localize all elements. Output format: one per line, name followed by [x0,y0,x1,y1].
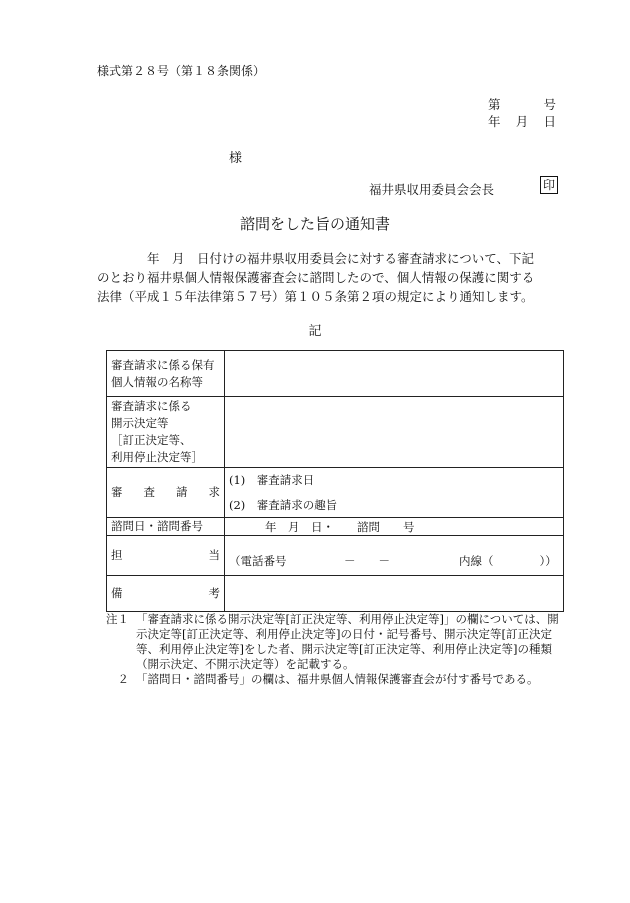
label-char: 備 [111,586,123,600]
body-line: のとおり福井県個人情報保護審査会に諮問したので、個人情報の保護に関する [97,270,535,285]
inquiry-date-value: 年 月 日・ 諮問 号 [265,519,415,534]
notes [106,612,568,687]
issuer: 福井県収用委員会会長 [369,182,495,197]
label-char: 審 [111,485,123,499]
table-row [107,536,564,576]
row-value-decision [225,397,564,468]
label-line: 審査請求に係る [111,399,192,413]
label-line: 審査請求に係る保有 [111,357,215,372]
form-number: 様式第２８号（第１８条関係） [97,64,266,78]
body-line: 法律（平成１５年法律第５７号）第１０５条第２項の規定により通知します。 [97,289,534,304]
doc-number-dai: 第 [488,97,501,112]
contact-phone: （電話番号 － － 内線（ ）） [229,553,557,568]
label-line: ［訂正決定等、 [111,433,192,447]
note-label: 注１ [106,612,129,626]
label-char: 求 [208,485,220,499]
note-item [106,672,568,687]
note-item [106,612,568,672]
addressee: 様 [229,151,243,166]
note-text: 「諮問日・諮問番号」の欄は、福井県個人情報保護審査会が付す番号である。 [136,672,539,686]
seal-mark: 印 [540,176,558,194]
date-year: 年 [488,114,501,129]
body-line: 年 月 日付けの福井県収用委員会に対する審査請求について、下記 [97,251,535,266]
label-char: 査 [143,485,155,499]
document-number [488,95,556,113]
row-value-inquiry-date [225,518,564,536]
row-label-contact [107,536,225,576]
table-row [107,397,564,468]
table-row [107,518,564,536]
document-title: 諮問をした旨の通知書 [239,215,390,233]
row-label-request [107,468,225,518]
doc-number-go: 号 [543,97,556,112]
note-label: ２ [106,672,129,686]
table-row [107,576,564,612]
row-value-records [225,351,564,397]
document-date [488,112,556,130]
request-item: (1) 審査請求日 [229,473,315,487]
label-line [111,585,220,602]
date-day: 日 [543,114,556,129]
label-char: 担 [111,548,123,562]
label-char: 当 [208,548,220,562]
row-value-request [225,468,564,518]
label-line: 利用停止決定等］ [111,450,203,464]
row-label-decision [107,397,225,468]
row-label-records [107,351,225,397]
table-row [107,468,564,518]
date-month: 月 [515,114,529,129]
row-value-contact [225,536,564,576]
label-char: 請 [176,485,188,499]
row-label-inquiry-date [107,518,225,536]
body-text [97,249,567,306]
record-heading: 記 [308,324,322,339]
table-row [107,351,564,397]
label-line [111,547,220,564]
label-line: 個人情報の名称等 [111,374,203,389]
label-line: 諮問日・諮問番号 [111,519,203,533]
request-item: (2) 審査請求の趣旨 [229,498,338,512]
inquiry-table [106,350,564,612]
label-line [111,484,220,501]
label-char: 考 [208,586,220,600]
row-label-remarks [107,576,225,612]
note-text: 「審査請求に係る開示決定等[訂正決定等、利用停止決定等]」の欄については、開示決定等[訂正決定等、利用停止決定等]の日付・記号番号、開示決定等[訂正決定等、利用停止決定等]をした者、開示決定等[訂正決定等、利用停止決定等]の種類（開示決定、不開示決定等）を記載する。 [136,612,559,671]
row-value-remarks [225,576,564,612]
label-line: 開示決定等 [111,416,169,430]
